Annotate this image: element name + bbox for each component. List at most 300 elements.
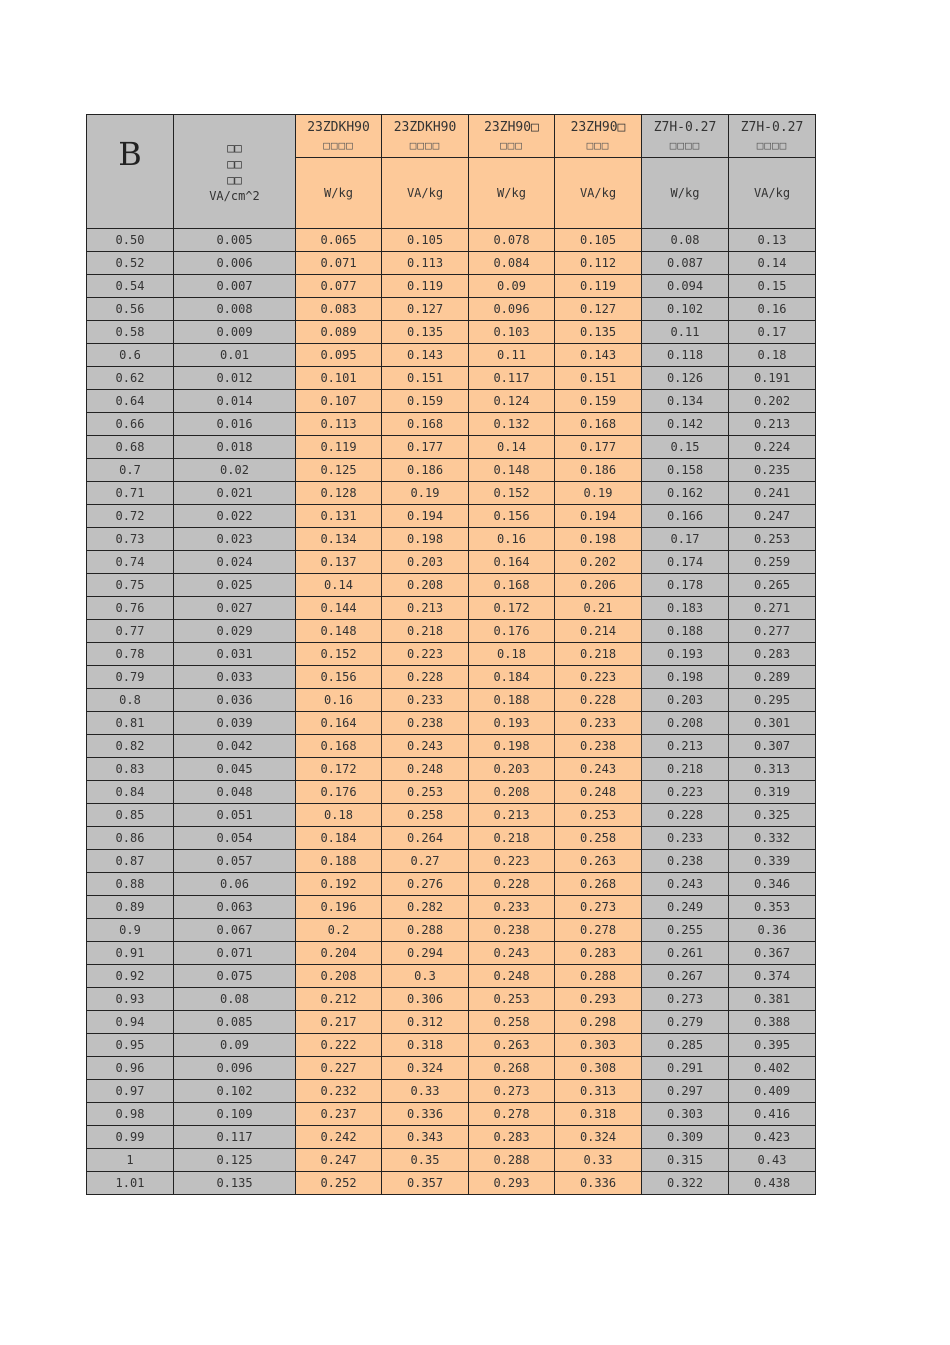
cell-23zh90-vakg: 0.238	[555, 735, 642, 758]
cell-23zh90-vakg: 0.206	[555, 574, 642, 597]
cell-b: 0.86	[87, 827, 174, 850]
cell-23zh90-vakg: 0.194	[555, 505, 642, 528]
table-row	[87, 620, 816, 643]
cell-z7h-wkg: 0.309	[642, 1126, 729, 1149]
cell-23zdkh90-wkg: 0.089	[296, 321, 382, 344]
cell-z7h-wkg: 0.228	[642, 804, 729, 827]
cell-23zdkh90-wkg: 0.247	[296, 1149, 382, 1172]
cell-23zdkh90-wkg: 0.16	[296, 689, 382, 712]
cell-b: 0.56	[87, 298, 174, 321]
cell-23zh90-wkg: 0.268	[469, 1057, 555, 1080]
table-row	[87, 666, 816, 689]
cell-23zdkh90-vakg: 0.159	[382, 390, 469, 413]
cell-z7h-vakg: 0.202	[729, 390, 816, 413]
cell-z7h-wkg: 0.174	[642, 551, 729, 574]
table-row	[87, 758, 816, 781]
table-row	[87, 574, 816, 597]
cell-23zdkh90-vakg: 0.343	[382, 1126, 469, 1149]
cell-z7h-wkg: 0.285	[642, 1034, 729, 1057]
cell-23zdkh90-wkg: 0.192	[296, 873, 382, 896]
cell-23zh90-vakg: 0.21	[555, 597, 642, 620]
cell-23zh90-vakg: 0.263	[555, 850, 642, 873]
cell-23zh90-vakg: 0.223	[555, 666, 642, 689]
cell-z7h-vakg: 0.416	[729, 1103, 816, 1126]
cell-23zh90-vakg: 0.253	[555, 804, 642, 827]
cell-b: 0.79	[87, 666, 174, 689]
table-row	[87, 413, 816, 436]
cell-va-cm2: 0.031	[174, 643, 296, 666]
cell-z7h-vakg: 0.295	[729, 689, 816, 712]
desc-line: □□	[227, 140, 242, 155]
cell-23zh90-wkg: 0.278	[469, 1103, 555, 1126]
cell-23zh90-vakg: 0.202	[555, 551, 642, 574]
cell-23zh90-wkg: 0.148	[469, 459, 555, 482]
grade-sub: □□□	[586, 139, 610, 152]
cell-23zh90-vakg: 0.214	[555, 620, 642, 643]
grade-sub: □□□□	[669, 139, 701, 152]
cell-b: 0.72	[87, 505, 174, 528]
table-row	[87, 1057, 816, 1080]
cell-23zh90-wkg: 0.18	[469, 643, 555, 666]
cell-z7h-vakg: 0.325	[729, 804, 816, 827]
cell-23zdkh90-wkg: 0.14	[296, 574, 382, 597]
cell-23zdkh90-wkg: 0.144	[296, 597, 382, 620]
cell-23zdkh90-vakg: 0.312	[382, 1011, 469, 1034]
cell-23zh90-vakg: 0.218	[555, 643, 642, 666]
cell-va-cm2: 0.06	[174, 873, 296, 896]
cell-b: 0.96	[87, 1057, 174, 1080]
cell-z7h-wkg: 0.249	[642, 896, 729, 919]
cell-23zh90-vakg: 0.168	[555, 413, 642, 436]
cell-va-cm2: 0.029	[174, 620, 296, 643]
cell-z7h-wkg: 0.126	[642, 367, 729, 390]
cell-va-cm2: 0.027	[174, 597, 296, 620]
cell-va-cm2: 0.021	[174, 482, 296, 505]
cell-23zh90-wkg: 0.103	[469, 321, 555, 344]
cell-23zdkh90-vakg: 0.282	[382, 896, 469, 919]
header-desc-cell	[174, 115, 296, 229]
cell-23zdkh90-vakg: 0.233	[382, 689, 469, 712]
grade-header	[555, 115, 642, 158]
table-row	[87, 505, 816, 528]
cell-23zdkh90-wkg: 0.208	[296, 965, 382, 988]
cell-z7h-vakg: 0.339	[729, 850, 816, 873]
cell-23zh90-vakg: 0.198	[555, 528, 642, 551]
cell-23zdkh90-wkg: 0.217	[296, 1011, 382, 1034]
cell-z7h-vakg: 0.374	[729, 965, 816, 988]
cell-23zh90-wkg: 0.273	[469, 1080, 555, 1103]
cell-b: 0.77	[87, 620, 174, 643]
cell-b: 0.6	[87, 344, 174, 367]
cell-23zdkh90-wkg: 0.212	[296, 988, 382, 1011]
cell-23zh90-vakg: 0.33	[555, 1149, 642, 1172]
cell-z7h-wkg: 0.162	[642, 482, 729, 505]
cell-va-cm2: 0.007	[174, 275, 296, 298]
cell-z7h-wkg: 0.142	[642, 413, 729, 436]
cell-23zh90-vakg: 0.278	[555, 919, 642, 942]
cell-z7h-vakg: 0.16	[729, 298, 816, 321]
cell-23zdkh90-wkg: 0.188	[296, 850, 382, 873]
cell-23zdkh90-vakg: 0.213	[382, 597, 469, 620]
cell-z7h-wkg: 0.087	[642, 252, 729, 275]
cell-23zdkh90-vakg: 0.218	[382, 620, 469, 643]
cell-23zh90-vakg: 0.159	[555, 390, 642, 413]
grade-sub: □□□□	[409, 139, 441, 152]
cell-23zh90-wkg: 0.176	[469, 620, 555, 643]
cell-z7h-vakg: 0.15	[729, 275, 816, 298]
desc-line: □□	[227, 156, 242, 171]
cell-va-cm2: 0.012	[174, 367, 296, 390]
cell-23zdkh90-wkg: 0.176	[296, 781, 382, 804]
cell-23zdkh90-vakg: 0.223	[382, 643, 469, 666]
cell-z7h-vakg: 0.402	[729, 1057, 816, 1080]
cell-23zh90-wkg: 0.233	[469, 896, 555, 919]
grade-header	[469, 115, 555, 158]
cell-z7h-wkg: 0.094	[642, 275, 729, 298]
table-row	[87, 390, 816, 413]
cell-23zdkh90-wkg: 0.237	[296, 1103, 382, 1126]
cell-23zdkh90-vakg: 0.318	[382, 1034, 469, 1057]
cell-b: 0.83	[87, 758, 174, 781]
cell-23zh90-wkg: 0.253	[469, 988, 555, 1011]
cell-va-cm2: 0.071	[174, 942, 296, 965]
cell-23zdkh90-wkg: 0.113	[296, 413, 382, 436]
cell-23zdkh90-vakg: 0.198	[382, 528, 469, 551]
cell-b: 0.87	[87, 850, 174, 873]
table-row	[87, 873, 816, 896]
cell-z7h-wkg: 0.203	[642, 689, 729, 712]
table-row	[87, 827, 816, 850]
cell-23zdkh90-wkg: 0.172	[296, 758, 382, 781]
cell-z7h-wkg: 0.233	[642, 827, 729, 850]
cell-z7h-vakg: 0.307	[729, 735, 816, 758]
cell-23zh90-vakg: 0.105	[555, 229, 642, 252]
cell-23zh90-wkg: 0.132	[469, 413, 555, 436]
cell-23zdkh90-wkg: 0.148	[296, 620, 382, 643]
cell-23zdkh90-vakg: 0.33	[382, 1080, 469, 1103]
cell-z7h-vakg: 0.332	[729, 827, 816, 850]
cell-23zh90-vakg: 0.233	[555, 712, 642, 735]
cell-23zh90-vakg: 0.268	[555, 873, 642, 896]
unit-header: VA/kg	[555, 158, 642, 229]
cell-va-cm2: 0.018	[174, 436, 296, 459]
cell-b: 0.93	[87, 988, 174, 1011]
cell-23zdkh90-vakg: 0.113	[382, 252, 469, 275]
cell-z7h-vakg: 0.271	[729, 597, 816, 620]
table-row	[87, 367, 816, 390]
cell-23zh90-wkg: 0.248	[469, 965, 555, 988]
header-row-grades	[87, 115, 816, 158]
cell-23zdkh90-vakg: 0.253	[382, 781, 469, 804]
table-row	[87, 252, 816, 275]
cell-va-cm2: 0.01	[174, 344, 296, 367]
cell-23zh90-vakg: 0.19	[555, 482, 642, 505]
cell-z7h-wkg: 0.11	[642, 321, 729, 344]
cell-z7h-vakg: 0.313	[729, 758, 816, 781]
grade-name: 23ZDKH90	[307, 120, 370, 135]
cell-z7h-vakg: 0.253	[729, 528, 816, 551]
cell-z7h-vakg: 0.438	[729, 1172, 816, 1195]
grade-name: 23ZH90□	[484, 120, 539, 135]
cell-z7h-wkg: 0.15	[642, 436, 729, 459]
cell-23zh90-wkg: 0.293	[469, 1172, 555, 1195]
cell-23zh90-vakg: 0.143	[555, 344, 642, 367]
cell-va-cm2: 0.024	[174, 551, 296, 574]
cell-va-cm2: 0.057	[174, 850, 296, 873]
cell-z7h-wkg: 0.193	[642, 643, 729, 666]
cell-z7h-vakg: 0.213	[729, 413, 816, 436]
cell-z7h-wkg: 0.303	[642, 1103, 729, 1126]
table-row	[87, 275, 816, 298]
cell-b: 0.78	[87, 643, 174, 666]
cell-23zh90-wkg: 0.223	[469, 850, 555, 873]
table-row	[87, 1149, 816, 1172]
cell-z7h-vakg: 0.224	[729, 436, 816, 459]
table-row	[87, 436, 816, 459]
spreadsheet	[86, 114, 816, 1195]
cell-23zh90-vakg: 0.228	[555, 689, 642, 712]
cell-z7h-vakg: 0.283	[729, 643, 816, 666]
cell-va-cm2: 0.075	[174, 965, 296, 988]
cell-z7h-vakg: 0.319	[729, 781, 816, 804]
cell-23zh90-wkg: 0.243	[469, 942, 555, 965]
cell-b: 0.92	[87, 965, 174, 988]
cell-23zh90-vakg: 0.283	[555, 942, 642, 965]
cell-z7h-vakg: 0.259	[729, 551, 816, 574]
cell-z7h-wkg: 0.08	[642, 229, 729, 252]
core-loss-table	[86, 114, 816, 1195]
cell-23zh90-vakg: 0.186	[555, 459, 642, 482]
cell-23zdkh90-wkg: 0.196	[296, 896, 382, 919]
cell-z7h-wkg: 0.279	[642, 1011, 729, 1034]
cell-23zh90-vakg: 0.177	[555, 436, 642, 459]
cell-va-cm2: 0.033	[174, 666, 296, 689]
table-row	[87, 1034, 816, 1057]
cell-z7h-vakg: 0.235	[729, 459, 816, 482]
cell-z7h-wkg: 0.178	[642, 574, 729, 597]
cell-23zdkh90-vakg: 0.127	[382, 298, 469, 321]
grade-sub: □□□	[500, 139, 523, 152]
table-row	[87, 988, 816, 1011]
cell-va-cm2: 0.102	[174, 1080, 296, 1103]
table-row	[87, 1080, 816, 1103]
cell-z7h-wkg: 0.208	[642, 712, 729, 735]
cell-va-cm2: 0.014	[174, 390, 296, 413]
cell-z7h-vakg: 0.289	[729, 666, 816, 689]
cell-23zh90-wkg: 0.203	[469, 758, 555, 781]
cell-23zh90-wkg: 0.188	[469, 689, 555, 712]
unit-header: W/kg	[642, 158, 729, 229]
cell-z7h-wkg: 0.267	[642, 965, 729, 988]
cell-23zdkh90-vakg: 0.168	[382, 413, 469, 436]
cell-23zdkh90-vakg: 0.306	[382, 988, 469, 1011]
cell-23zh90-vakg: 0.324	[555, 1126, 642, 1149]
cell-b: 0.7	[87, 459, 174, 482]
cell-b: 1.01	[87, 1172, 174, 1195]
grade-name: 23ZDKH90	[393, 120, 457, 135]
cell-z7h-wkg: 0.315	[642, 1149, 729, 1172]
cell-z7h-vakg: 0.14	[729, 252, 816, 275]
cell-va-cm2: 0.036	[174, 689, 296, 712]
grade-name: Z7H-0.27	[740, 120, 804, 135]
cell-z7h-wkg: 0.158	[642, 459, 729, 482]
cell-b: 0.73	[87, 528, 174, 551]
cell-23zdkh90-wkg: 0.204	[296, 942, 382, 965]
cell-va-cm2: 0.117	[174, 1126, 296, 1149]
cell-23zdkh90-vakg: 0.238	[382, 712, 469, 735]
cell-23zdkh90-vakg: 0.194	[382, 505, 469, 528]
cell-23zh90-wkg: 0.218	[469, 827, 555, 850]
cell-b: 0.58	[87, 321, 174, 344]
cell-23zh90-wkg: 0.152	[469, 482, 555, 505]
cell-z7h-vakg: 0.301	[729, 712, 816, 735]
cell-23zh90-wkg: 0.263	[469, 1034, 555, 1057]
cell-23zdkh90-vakg: 0.276	[382, 873, 469, 896]
cell-23zdkh90-vakg: 0.357	[382, 1172, 469, 1195]
cell-z7h-wkg: 0.213	[642, 735, 729, 758]
cell-23zdkh90-vakg: 0.208	[382, 574, 469, 597]
cell-z7h-vakg: 0.36	[729, 919, 816, 942]
cell-z7h-vakg: 0.409	[729, 1080, 816, 1103]
cell-z7h-vakg: 0.346	[729, 873, 816, 896]
table-row	[87, 459, 816, 482]
cell-b: 0.64	[87, 390, 174, 413]
table-row	[87, 689, 816, 712]
cell-z7h-vakg: 0.395	[729, 1034, 816, 1057]
cell-va-cm2: 0.008	[174, 298, 296, 321]
table-row	[87, 804, 816, 827]
cell-23zdkh90-vakg: 0.264	[382, 827, 469, 850]
cell-23zdkh90-vakg: 0.151	[382, 367, 469, 390]
cell-va-cm2: 0.054	[174, 827, 296, 850]
cell-23zdkh90-wkg: 0.065	[296, 229, 382, 252]
cell-va-cm2: 0.09	[174, 1034, 296, 1057]
table-row	[87, 942, 816, 965]
cell-23zh90-wkg: 0.238	[469, 919, 555, 942]
cell-z7h-vakg: 0.18	[729, 344, 816, 367]
cell-b: 0.50	[87, 229, 174, 252]
cell-z7h-wkg: 0.243	[642, 873, 729, 896]
cell-23zh90-wkg: 0.156	[469, 505, 555, 528]
cell-b: 0.74	[87, 551, 174, 574]
cell-va-cm2: 0.125	[174, 1149, 296, 1172]
cell-b: 0.98	[87, 1103, 174, 1126]
cell-23zdkh90-wkg: 0.164	[296, 712, 382, 735]
cell-23zh90-vakg: 0.258	[555, 827, 642, 850]
desc-line: VA/cm^2	[209, 188, 260, 203]
cell-b: 0.89	[87, 896, 174, 919]
cell-23zh90-wkg: 0.208	[469, 781, 555, 804]
cell-23zdkh90-vakg: 0.143	[382, 344, 469, 367]
table-row	[87, 344, 816, 367]
cell-z7h-wkg: 0.218	[642, 758, 729, 781]
cell-z7h-vakg: 0.17	[729, 321, 816, 344]
cell-23zh90-vakg: 0.308	[555, 1057, 642, 1080]
cell-23zdkh90-wkg: 0.156	[296, 666, 382, 689]
table-row	[87, 1011, 816, 1034]
cell-23zdkh90-vakg: 0.19	[382, 482, 469, 505]
cell-z7h-wkg: 0.322	[642, 1172, 729, 1195]
cell-23zdkh90-wkg: 0.227	[296, 1057, 382, 1080]
grade-name: 23ZH90□	[570, 120, 626, 135]
cell-23zh90-wkg: 0.193	[469, 712, 555, 735]
cell-va-cm2: 0.039	[174, 712, 296, 735]
cell-23zdkh90-wkg: 0.137	[296, 551, 382, 574]
cell-23zh90-vakg: 0.318	[555, 1103, 642, 1126]
cell-z7h-wkg: 0.118	[642, 344, 729, 367]
cell-23zdkh90-vakg: 0.294	[382, 942, 469, 965]
cell-b: 0.68	[87, 436, 174, 459]
cell-z7h-vakg: 0.277	[729, 620, 816, 643]
cell-va-cm2: 0.085	[174, 1011, 296, 1034]
cell-23zdkh90-wkg: 0.077	[296, 275, 382, 298]
cell-23zdkh90-vakg: 0.243	[382, 735, 469, 758]
cell-va-cm2: 0.005	[174, 229, 296, 252]
cell-23zh90-wkg: 0.228	[469, 873, 555, 896]
cell-23zdkh90-wkg: 0.101	[296, 367, 382, 390]
cell-23zh90-vakg: 0.119	[555, 275, 642, 298]
cell-23zh90-wkg: 0.164	[469, 551, 555, 574]
cell-23zh90-wkg: 0.184	[469, 666, 555, 689]
cell-23zh90-vakg: 0.293	[555, 988, 642, 1011]
cell-b: 0.75	[87, 574, 174, 597]
cell-va-cm2: 0.025	[174, 574, 296, 597]
cell-23zh90-wkg: 0.124	[469, 390, 555, 413]
header-b-cell: B	[87, 115, 174, 229]
cell-b: 0.94	[87, 1011, 174, 1034]
table-row	[87, 1126, 816, 1149]
cell-va-cm2: 0.045	[174, 758, 296, 781]
table-row	[87, 965, 816, 988]
cell-b: 0.91	[87, 942, 174, 965]
table-row	[87, 551, 816, 574]
cell-va-cm2: 0.051	[174, 804, 296, 827]
cell-23zdkh90-wkg: 0.107	[296, 390, 382, 413]
cell-23zh90-wkg: 0.258	[469, 1011, 555, 1034]
cell-23zdkh90-vakg: 0.105	[382, 229, 469, 252]
cell-va-cm2: 0.048	[174, 781, 296, 804]
cell-23zdkh90-wkg: 0.252	[296, 1172, 382, 1195]
grade-header	[382, 115, 469, 158]
cell-23zh90-vakg: 0.135	[555, 321, 642, 344]
table-row	[87, 781, 816, 804]
cell-z7h-vakg: 0.388	[729, 1011, 816, 1034]
cell-23zdkh90-vakg: 0.258	[382, 804, 469, 827]
cell-23zdkh90-wkg: 0.071	[296, 252, 382, 275]
cell-23zh90-vakg: 0.248	[555, 781, 642, 804]
cell-va-cm2: 0.009	[174, 321, 296, 344]
cell-z7h-vakg: 0.367	[729, 942, 816, 965]
cell-23zh90-vakg: 0.273	[555, 896, 642, 919]
cell-b: 0.71	[87, 482, 174, 505]
cell-b: 1	[87, 1149, 174, 1172]
cell-z7h-wkg: 0.17	[642, 528, 729, 551]
cell-z7h-wkg: 0.134	[642, 390, 729, 413]
cell-23zh90-vakg: 0.303	[555, 1034, 642, 1057]
cell-z7h-vakg: 0.423	[729, 1126, 816, 1149]
unit-header: W/kg	[296, 158, 382, 229]
cell-23zdkh90-wkg: 0.128	[296, 482, 382, 505]
cell-23zh90-vakg: 0.151	[555, 367, 642, 390]
grade-sub: □□□□	[756, 139, 788, 152]
cell-z7h-wkg: 0.188	[642, 620, 729, 643]
cell-23zdkh90-wkg: 0.095	[296, 344, 382, 367]
cell-b: 0.66	[87, 413, 174, 436]
table-row	[87, 735, 816, 758]
cell-23zdkh90-vakg: 0.177	[382, 436, 469, 459]
grade-header	[729, 115, 816, 158]
cell-23zh90-wkg: 0.09	[469, 275, 555, 298]
